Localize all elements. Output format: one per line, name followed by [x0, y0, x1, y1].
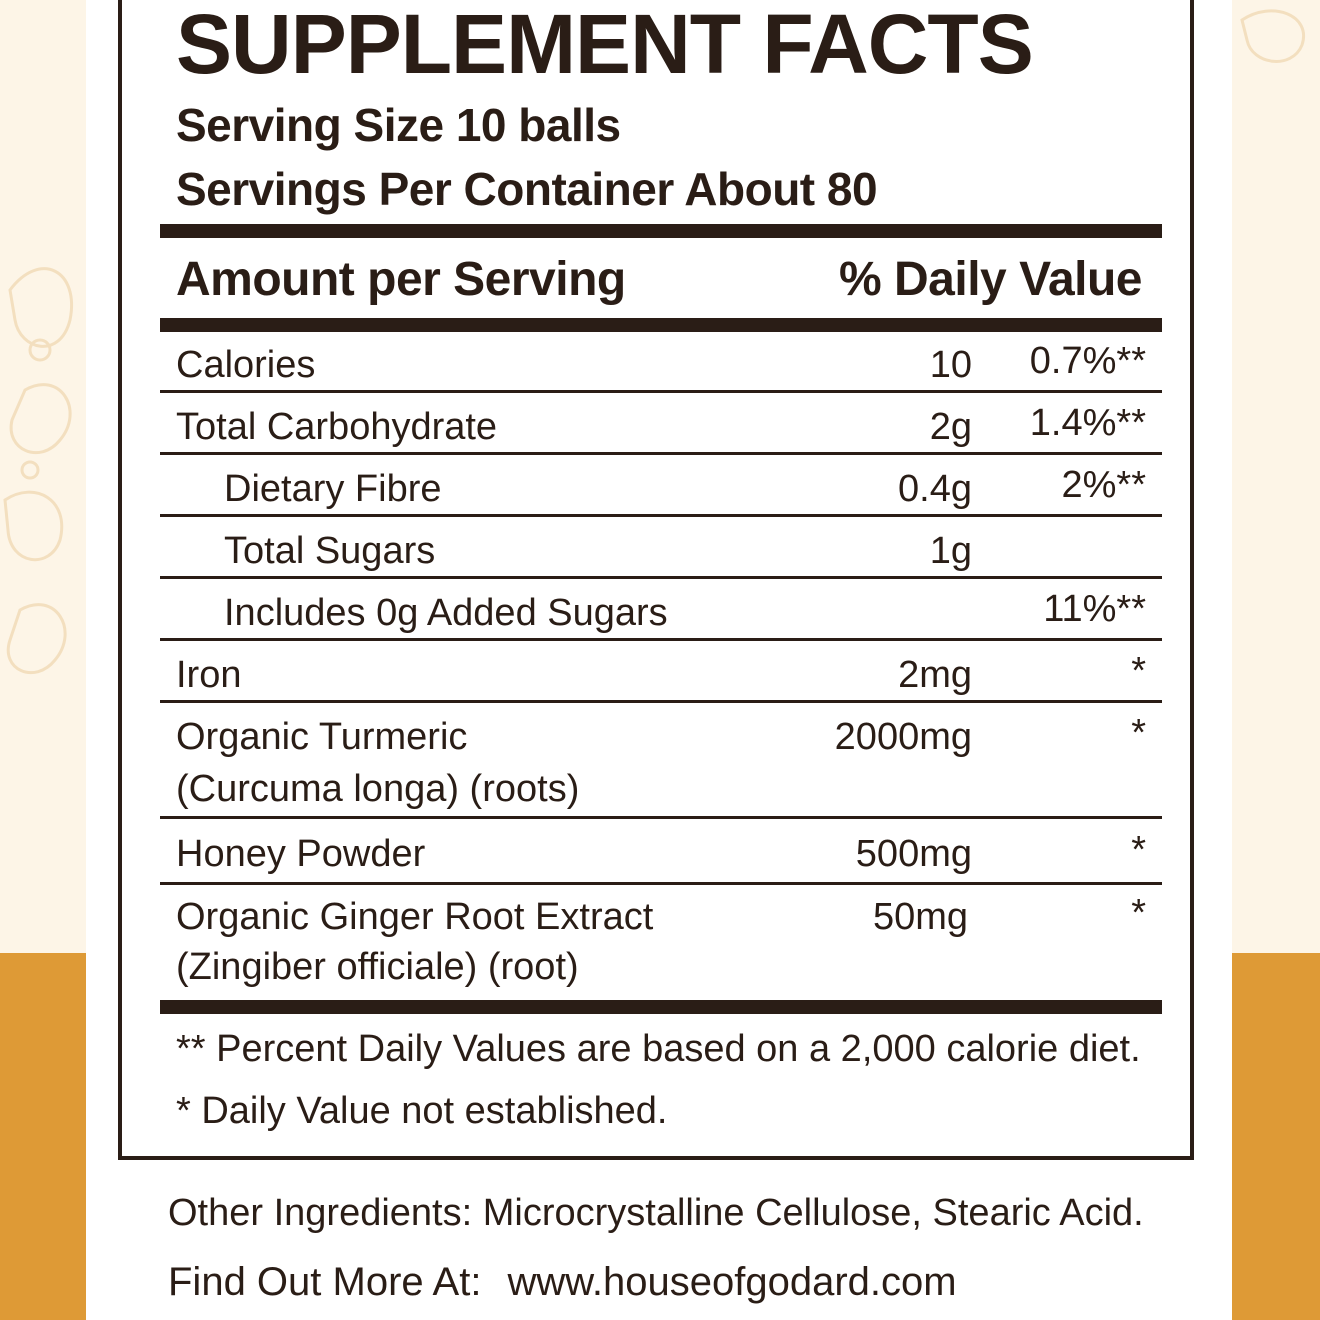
thick-divider-bottom	[160, 1000, 1162, 1014]
thick-divider-top	[160, 224, 1162, 238]
row-divider	[160, 452, 1162, 455]
nutrient-name-latin: (Zingiber officiale) (root)	[176, 946, 579, 988]
thick-divider-header	[160, 318, 1162, 332]
row-divider	[160, 882, 1162, 885]
nutrient-name: Dietary Fibre	[224, 468, 442, 510]
nutrient-name: Iron	[176, 654, 242, 696]
nutrient-daily-value: *	[1131, 829, 1146, 871]
nutrient-amount: 2000mg	[834, 716, 972, 758]
other-ingredients: Other Ingredients: Microcrystalline Cellulose, Stearic Acid.	[168, 1192, 1144, 1234]
row-divider	[160, 514, 1162, 517]
nutrient-name: Honey Powder	[176, 833, 426, 875]
nutrient-name: Total Carbohydrate	[176, 406, 498, 448]
nutrient-name: Includes 0g Added Sugars	[224, 592, 668, 634]
nutrient-name: Organic Ginger Root Extract	[176, 896, 654, 938]
row-divider	[160, 700, 1162, 703]
nutrient-amount: 500mg	[855, 833, 972, 875]
daily-value-header: % Daily Value	[839, 253, 1142, 306]
background-doodle-right	[1232, 0, 1320, 80]
nutrient-daily-value: *	[1131, 712, 1146, 754]
servings-per-container: Servings Per Container About 80	[176, 163, 878, 215]
amount-per-serving-header: Amount per Serving	[176, 253, 626, 306]
nutrient-amount: 2g	[929, 406, 972, 448]
nutrient-daily-value: 2%**	[1061, 464, 1146, 506]
footnote-dv-not-established: * Daily Value not established.	[176, 1090, 668, 1132]
nutrient-daily-value: 0.7%**	[1029, 340, 1146, 382]
supplement-facts-title: SUPPLEMENT FACTS	[176, 0, 1033, 91]
nutrient-amount: 10	[929, 344, 972, 386]
find-out-more	[168, 1256, 957, 1308]
find-out-label: Find Out More At:	[168, 1260, 482, 1304]
footnote-dv-based: ** Percent Daily Values are based on a 2,000 calorie diet.	[176, 1028, 1141, 1070]
nutrient-daily-value: *	[1131, 892, 1146, 934]
website-url: www.houseofgodard.com	[507, 1260, 957, 1304]
nutrient-name: Organic Turmeric	[176, 716, 468, 758]
nutrient-name: Total Sugars	[224, 530, 436, 572]
nutrient-daily-value: 1.4%**	[1029, 402, 1146, 444]
nutrient-amount: 2mg	[898, 654, 972, 696]
serving-size: Serving Size 10 balls	[176, 99, 621, 151]
background-doodle-left	[0, 230, 86, 700]
nutrient-amount: 50mg	[872, 896, 968, 938]
row-divider	[160, 390, 1162, 393]
row-divider	[160, 576, 1162, 579]
nutrient-name-latin: (Curcuma longa) (roots)	[176, 768, 580, 810]
row-divider	[160, 638, 1162, 641]
row-divider	[160, 816, 1162, 819]
nutrient-name: Calories	[176, 344, 316, 386]
nutrient-amount: 0.4g	[898, 468, 972, 510]
nutrient-amount: 1g	[929, 530, 972, 572]
nutrient-daily-value: *	[1131, 650, 1146, 692]
nutrient-daily-value: 11%**	[1043, 588, 1146, 630]
